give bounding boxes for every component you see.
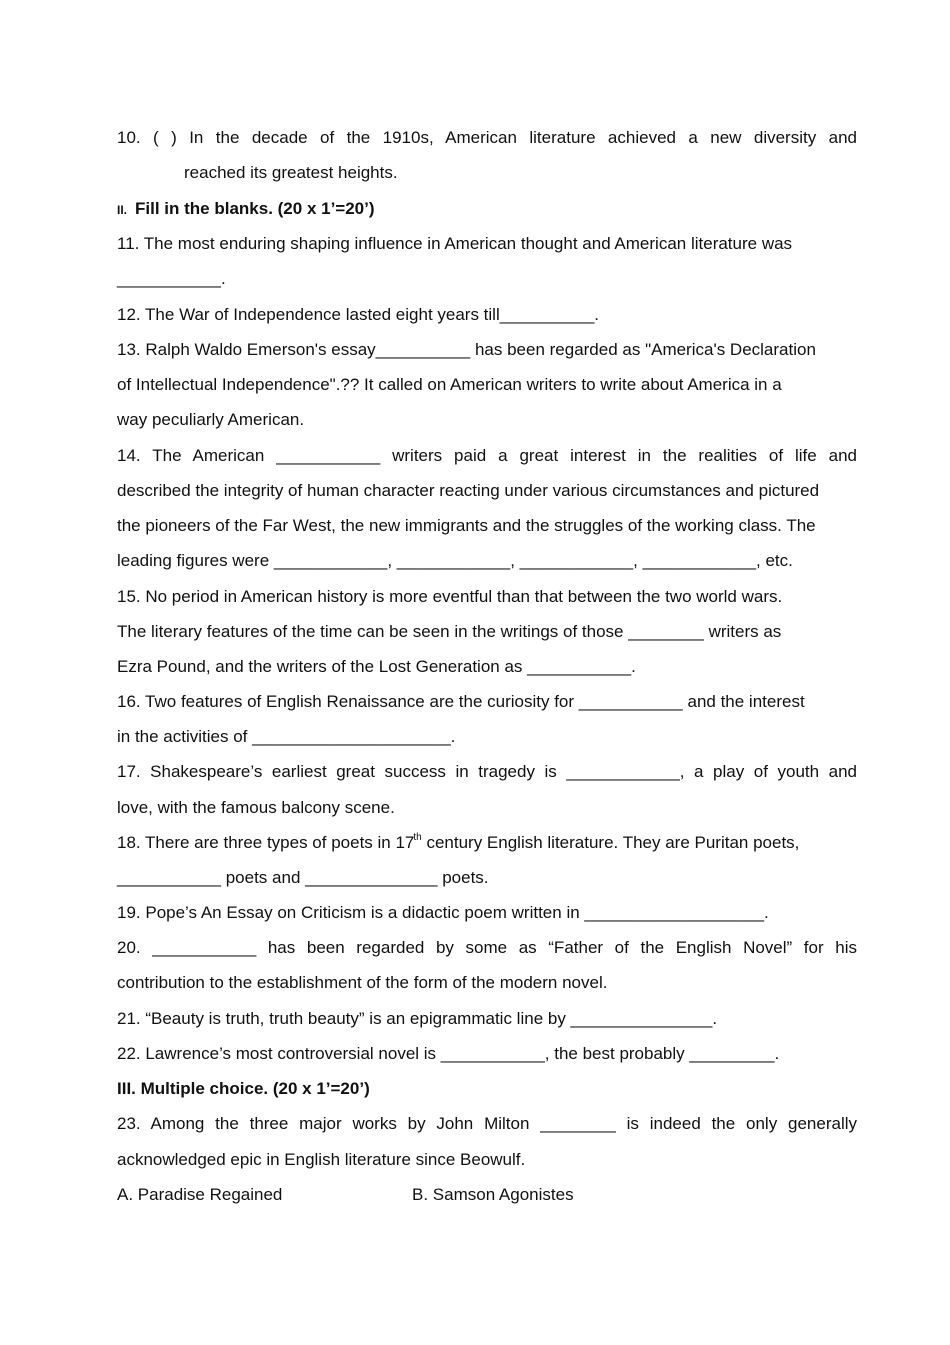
question-14-line-1: 14. The American ___________ writers paid a great interest in the realities of life and: [117, 446, 857, 465]
question-20-line-2: contribution to the establishment of the form of the modern novel.: [117, 973, 608, 992]
question-18-line-2: ___________ poets and ______________ poets.: [117, 868, 489, 887]
question-13-line-3: way peculiarly American.: [117, 410, 305, 429]
question-11-line-1: 11. The most enduring shaping influence in American thought and American literature was: [117, 234, 793, 253]
question-18-text-end: century English literature. They are Puritan poets,: [421, 833, 800, 852]
section-2-title: Fill in the blanks. (20 x 1’=20’): [135, 199, 375, 218]
question-14-line-4: leading figures were ____________, ____________, ____________, ____________, etc.: [117, 551, 793, 570]
question-23-line-1: 23. Among the three major works by John Milton ________ is indeed the only generally: [117, 1114, 857, 1133]
question-16-line-1: 16. Two features of English Renaissance are the curiosity for ___________ and the interest: [117, 692, 805, 711]
question-10-line-2: reached its greatest heights.: [184, 163, 398, 182]
section-2-heading: [117, 197, 857, 222]
question-20-line-1: 20. ___________ has been regarded by some as “Father of the English Novel” for his: [117, 938, 857, 957]
section-3-heading: III. Multiple choice. (20 x 1’=20’): [117, 1079, 370, 1098]
question-18-text-start: 18. There are three types of poets in 17: [117, 833, 415, 852]
section-2-number: II.: [117, 203, 128, 217]
question-12-line-1: 12. The War of Independence lasted eight years till__________.: [117, 305, 600, 324]
question-17-line-2: love, with the famous balcony scene.: [117, 798, 395, 817]
question-10-line-1: 10. ( ) In the decade of the 1910s, American literature achieved a new diversity and: [117, 128, 857, 147]
question-14-line-3: the pioneers of the Far West, the new immigrants and the struggles of the working class. The: [117, 516, 816, 535]
question-18-line-1: [117, 831, 857, 858]
question-14-line-2: described the integrity of human character reacting under various circumstances and pictured: [117, 481, 820, 500]
question-21-line-1: 21. “Beauty is truth, truth beauty” is an epigrammatic line by _______________.: [117, 1009, 718, 1028]
option-a: A. Paradise Regained: [117, 1185, 283, 1204]
question-16-line-2: in the activities of _____________________.: [117, 727, 456, 746]
question-13-line-1: 13. Ralph Waldo Emerson's essay__________ has been regarded as "America's Declaration: [117, 340, 816, 359]
question-15-line-2: The literary features of the time can be seen in the writings of those ________ writers as: [117, 622, 782, 641]
question-13-line-2: of Intellectual Independence".?? It called on American writers to write about America in a: [117, 375, 782, 394]
question-22-line-1: 22. Lawrence’s most controversial novel is ___________, the best probably _________.: [117, 1044, 780, 1063]
question-19-line-1: 19. Pope’s An Essay on Criticism is a didactic poem written in ___________________.: [117, 903, 769, 922]
question-15-line-1: 15. No period in American history is more eventful than that between the two world wars.: [117, 587, 783, 606]
question-11-line-2: ___________.: [117, 269, 226, 288]
question-15-line-3: Ezra Pound, and the writers of the Lost Generation as ___________.: [117, 657, 636, 676]
question-18-superscript: th: [413, 832, 422, 843]
question-17-line-1: 17. Shakespeare’s earliest great success in tragedy is ____________, a play of youth and: [117, 762, 857, 781]
question-23-line-2: acknowledged epic in English literature since Beowulf.: [117, 1150, 526, 1169]
option-b: B. Samson Agonistes: [412, 1185, 574, 1204]
